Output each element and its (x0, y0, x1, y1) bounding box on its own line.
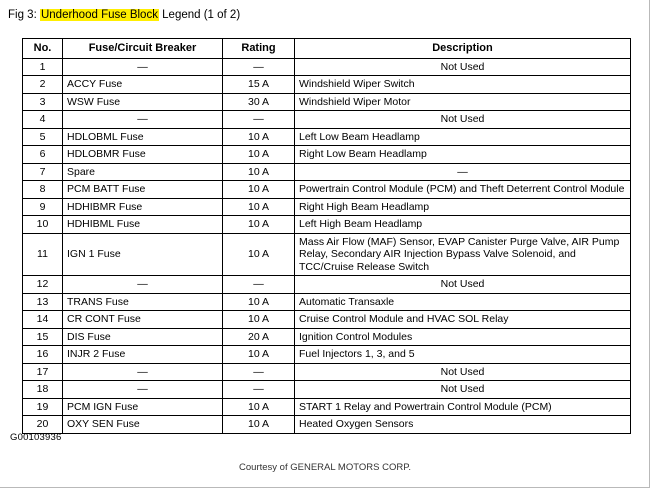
cell-description: Left Low Beam Headlamp (295, 128, 631, 146)
cell-no: 8 (23, 181, 63, 199)
cell-rating: — (223, 276, 295, 294)
cell-rating: 10 A (223, 198, 295, 216)
cell-rating: 10 A (223, 181, 295, 199)
cell-no: 20 (23, 416, 63, 434)
table-row (23, 381, 631, 399)
cell-no: 14 (23, 311, 63, 329)
fuse-legend-table-body (23, 58, 631, 433)
cell-fuse: OXY SEN Fuse (63, 416, 223, 434)
table-row (23, 146, 631, 164)
fuse-legend-table-wrapper (22, 38, 630, 434)
cell-description: Ignition Control Modules (295, 328, 631, 346)
table-row (23, 276, 631, 294)
cell-rating: 10 A (223, 311, 295, 329)
cell-rating: — (223, 381, 295, 399)
cell-description: — (295, 163, 631, 181)
cell-no: 2 (23, 76, 63, 94)
cell-fuse: HDLOBML Fuse (63, 128, 223, 146)
table-row (23, 363, 631, 381)
cell-description: Not Used (295, 111, 631, 129)
cell-fuse: — (63, 381, 223, 399)
cell-description: Not Used (295, 58, 631, 76)
cell-description: Not Used (295, 276, 631, 294)
cell-description: Fuel Injectors 1, 3, and 5 (295, 346, 631, 364)
table-row (23, 128, 631, 146)
cell-no: 6 (23, 146, 63, 164)
cell-fuse: HDHIBML Fuse (63, 216, 223, 234)
cell-fuse: PCM BATT Fuse (63, 181, 223, 199)
table-row (23, 58, 631, 76)
figure-caption-prefix: Fig 3: (8, 9, 37, 21)
cell-no: 17 (23, 363, 63, 381)
cell-no: 3 (23, 93, 63, 111)
cell-description: Automatic Transaxle (295, 293, 631, 311)
figure-caption-highlight: Underhood Fuse Block (40, 9, 158, 21)
figure-code: G00103936 (10, 432, 62, 443)
table-row (23, 93, 631, 111)
cell-no: 15 (23, 328, 63, 346)
column-header-no: No. (23, 39, 63, 59)
cell-rating: — (223, 58, 295, 76)
table-row (23, 346, 631, 364)
cell-fuse: Spare (63, 163, 223, 181)
cell-fuse: ACCY Fuse (63, 76, 223, 94)
cell-fuse: HDLOBMR Fuse (63, 146, 223, 164)
column-header-description: Description (295, 39, 631, 59)
cell-fuse: TRANS Fuse (63, 293, 223, 311)
table-row (23, 76, 631, 94)
cell-description: Windshield Wiper Motor (295, 93, 631, 111)
cell-fuse: PCM IGN Fuse (63, 398, 223, 416)
cell-description: Left High Beam Headlamp (295, 216, 631, 234)
cell-description: Not Used (295, 363, 631, 381)
cell-rating: 10 A (223, 163, 295, 181)
courtesy-note: Courtesy of GENERAL MOTORS CORP. (239, 462, 411, 473)
cell-fuse: — (63, 363, 223, 381)
cell-rating: 10 A (223, 233, 295, 276)
table-row (23, 398, 631, 416)
cell-no: 7 (23, 163, 63, 181)
cell-no: 19 (23, 398, 63, 416)
cell-no: 18 (23, 381, 63, 399)
table-row (23, 111, 631, 129)
cell-rating: 10 A (223, 398, 295, 416)
cell-fuse: — (63, 276, 223, 294)
table-row (23, 216, 631, 234)
cell-description: Right High Beam Headlamp (295, 198, 631, 216)
cell-rating: — (223, 111, 295, 129)
column-header-rating: Rating (223, 39, 295, 59)
cell-no: 1 (23, 58, 63, 76)
table-header-row (23, 39, 631, 59)
cell-rating: 10 A (223, 216, 295, 234)
cell-rating: 10 A (223, 346, 295, 364)
column-header-fuse: Fuse/Circuit Breaker (63, 39, 223, 59)
cell-description: Windshield Wiper Switch (295, 76, 631, 94)
cell-no: 4 (23, 111, 63, 129)
cell-fuse: HDHIBMR Fuse (63, 198, 223, 216)
cell-rating: 30 A (223, 93, 295, 111)
cell-rating: 15 A (223, 76, 295, 94)
table-row (23, 163, 631, 181)
fuse-legend-table (22, 38, 631, 434)
cell-rating: — (223, 363, 295, 381)
cell-rating: 10 A (223, 416, 295, 434)
table-row (23, 311, 631, 329)
cell-fuse: IGN 1 Fuse (63, 233, 223, 276)
cell-rating: 10 A (223, 128, 295, 146)
cell-no: 10 (23, 216, 63, 234)
table-row (23, 181, 631, 199)
figure-caption (8, 8, 240, 22)
cell-rating: 10 A (223, 146, 295, 164)
cell-description: Not Used (295, 381, 631, 399)
cell-no: 11 (23, 233, 63, 276)
table-row (23, 198, 631, 216)
table-row (23, 416, 631, 434)
cell-fuse: CR CONT Fuse (63, 311, 223, 329)
cell-fuse: WSW Fuse (63, 93, 223, 111)
cell-description: Cruise Control Module and HVAC SOL Relay (295, 311, 631, 329)
cell-rating: 10 A (223, 293, 295, 311)
cell-rating: 20 A (223, 328, 295, 346)
cell-no: 13 (23, 293, 63, 311)
table-row (23, 293, 631, 311)
cell-no: 9 (23, 198, 63, 216)
cell-fuse: — (63, 111, 223, 129)
cell-fuse: DIS Fuse (63, 328, 223, 346)
cell-no: 12 (23, 276, 63, 294)
table-row (23, 233, 631, 276)
cell-fuse: INJR 2 Fuse (63, 346, 223, 364)
table-row (23, 328, 631, 346)
cell-fuse: — (63, 58, 223, 76)
figure-caption-suffix: Legend (1 of 2) (162, 9, 241, 21)
cell-no: 5 (23, 128, 63, 146)
cell-no: 16 (23, 346, 63, 364)
cell-description: START 1 Relay and Powertrain Control Module (PCM) (295, 398, 631, 416)
cell-description: Mass Air Flow (MAF) Sensor, EVAP Canister Purge Valve, AIR Pump Relay, Secondary AIR Injection Bypass Valve Solenoid, and TCC/Cruise Release Switch (295, 233, 631, 276)
cell-description: Right Low Beam Headlamp (295, 146, 631, 164)
cell-description: Powertrain Control Module (PCM) and Theft Deterrent Control Module (295, 181, 631, 199)
cell-description: Heated Oxygen Sensors (295, 416, 631, 434)
